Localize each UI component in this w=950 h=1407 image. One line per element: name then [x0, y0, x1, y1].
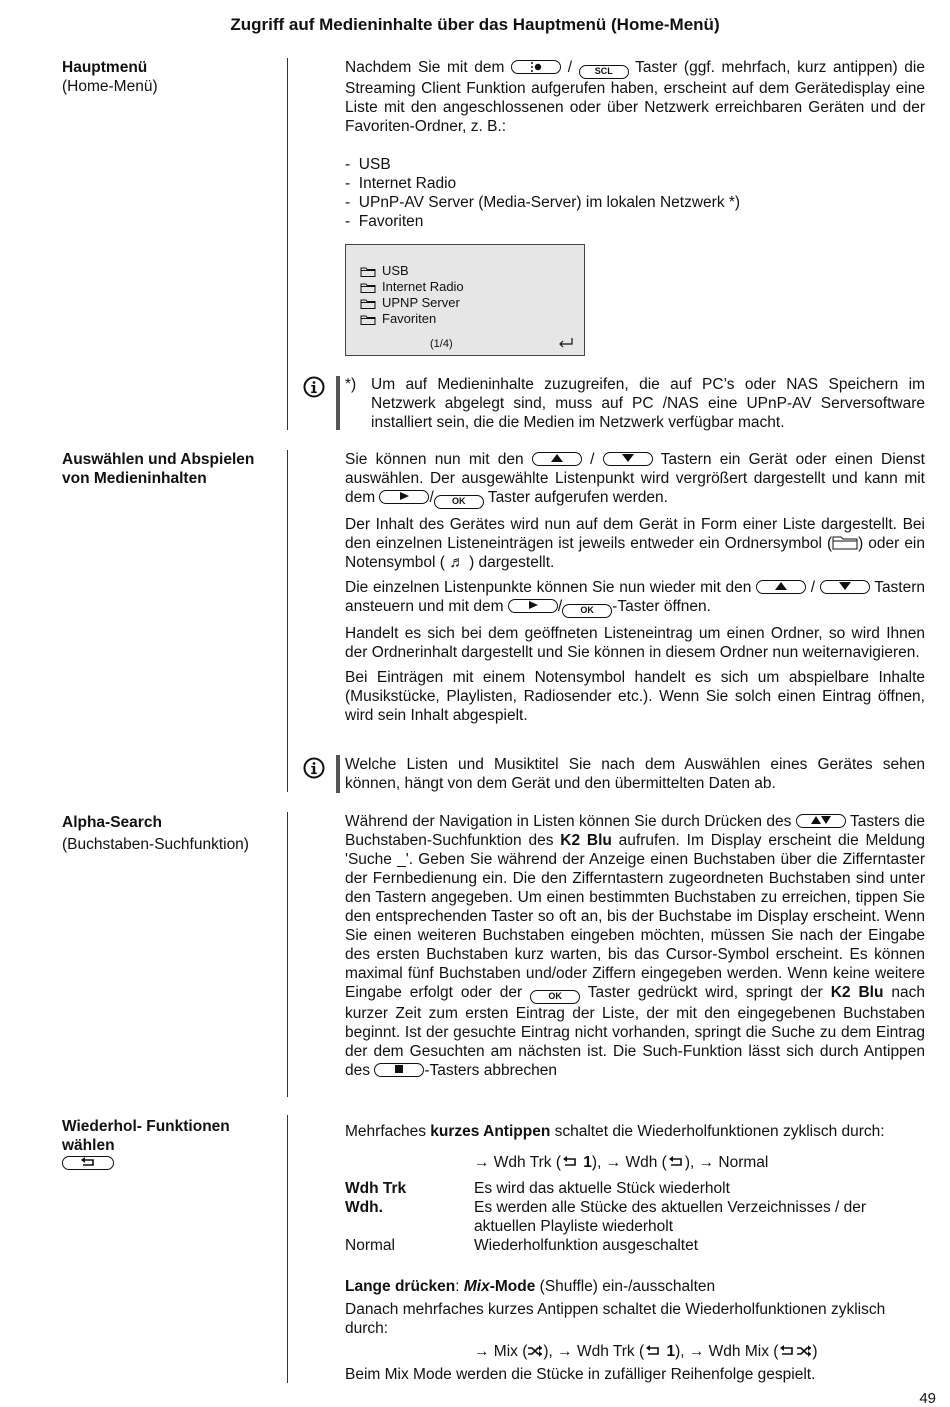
- model-name: K2 Blu: [560, 832, 612, 849]
- play-key-icon: [508, 599, 558, 613]
- down-key-icon: [603, 452, 653, 466]
- screen-page-indicator: (1/4): [430, 338, 453, 350]
- label-alpha-bold: Alpha-Search: [62, 814, 162, 831]
- select-p1-a: Sie können nun mit den: [345, 451, 524, 468]
- repeat-long-press: Lange drücken: Mix-Mode (Shuffle) ein-/ausschalten: [345, 1278, 716, 1295]
- repeat-intro-b: kurzes Antippen: [430, 1123, 551, 1140]
- section-label-home: [62, 58, 282, 96]
- screen-item: Favoriten: [360, 311, 436, 327]
- alpha-key-icon: [796, 814, 846, 828]
- scl-key-icon: SCL: [579, 65, 629, 79]
- repeat-icon: [644, 1343, 662, 1360]
- device-list-item: - USB: [345, 155, 925, 174]
- info-icon: [303, 376, 323, 396]
- repeat-icon: [778, 1343, 796, 1360]
- folder-icon: [360, 283, 376, 293]
- model-name: K2 Blu: [830, 984, 884, 1001]
- label-alpha-sub: (Buchstaben-Suchfunktion): [62, 836, 249, 853]
- folder-icon: [832, 535, 858, 552]
- down-key-icon: [820, 580, 870, 594]
- repeat-cycle-2: → Mix ( ), → Wdh Trk ( 1), → Wdh Mix ( ): [474, 1343, 818, 1360]
- alpha-text: [345, 812, 925, 1080]
- section-label-select: Auswählen und Abspielen von Medieninhalten: [62, 451, 255, 487]
- section-label-alpha: [62, 813, 282, 854]
- up-key-icon: [532, 452, 582, 466]
- select-p3-b: Tastern ansteuern und mit dem: [345, 579, 926, 615]
- page-number: 49: [919, 1390, 936, 1407]
- divider-repeat: [287, 1115, 288, 1383]
- select-p5: Bei Einträgen mit einem Notensymbol handelt es sich um abspielbare Inhalte (Musikstücke, Playlisten, Radiosender etc.). Wenn Sie solch einen Eintrag öffnen, wird sein Inhalt abgespielt.: [345, 669, 925, 724]
- alpha-t6: -Tasters abbrechen: [424, 1062, 557, 1079]
- divider-select: [287, 450, 288, 792]
- info-icon: [303, 757, 323, 777]
- display-screen: [345, 244, 585, 356]
- alpha-t3: aufrufen. Im Display erscheint die Meldung 'Suche _'. Geben Sie während der Anzeige einen Buchstaben über die Zifferntaster der Fernbedienung ein. Die den Zifferntastern zugeordneten Buchstaben sind unter den Tastern angegeben. Um einen bestimmten Buchstaben zu erreichen, tippen Sie den entsprechenden Taster so oft an, bis der Buchstabe im Display erscheint. Wenn Sie einen weiteren Buchstaben eingeben möchten, müssen Sie nach der Eingabe des ersten Buchstaben kurz warten, bis das Cursor-Symbol erscheint. Es können maximal fünf Buchstaben und/oder Ziffern eingegeben werden. Wenn keine weitere Eingabe erfolgt oder der: [345, 832, 925, 1001]
- folder-icon: [360, 267, 376, 277]
- table-row: Wdh. Es werden alle Stücke des aktuellen Verzeichnisses / der aktuellen Playliste wiederholt: [345, 1199, 867, 1235]
- select-text: Sie können nun mit den / Tastern ein Gerät oder einen Dienst auswählen. Der ausgewählte Listenpunkt wird vergrößert dargestellt und kann mit dem / OK Taster aufgerufen werden. Der Inhalt des Gerätes wird nun auf dem Gerät in Form einer Liste dargestellt. Bei den einzelnen Listeneinträgen ist jeweils entweder ein Ordnersymbol ( ) oder ein Notensymbol ( ♬ ) dargestellt. Die einzelnen Listenpunkte können Sie nun wieder mit den / Tastern ansteuern und mit dem / OK -Taster öffnen. Handelt es sich bei dem geöffneten Listeneintrag um einen Ordner, so wird Ihnen der Ordnerinhalt dargestellt und Sie können in diesem Ordner nun weiternavigieren. Bei Einträgen mit einem Notensymbol handelt es sich um abspielbare Inhalte (Musikstücke, Playlisten, Radiosender etc.). Wenn Sie solch einen Eintrag öffnen, wird sein Inhalt abgespielt.: [345, 451, 926, 724]
- note-star: *): [345, 376, 357, 393]
- alpha-t2: Tasters die Buchstaben-Suchfunktion des: [345, 813, 926, 849]
- note-bar: [336, 755, 340, 793]
- folder-icon: [360, 299, 376, 309]
- play-key-icon: [379, 490, 429, 504]
- shuffle-icon: [796, 1343, 812, 1360]
- divider-home: [287, 58, 288, 430]
- music-note-icon: ♬: [444, 554, 470, 571]
- alpha-t1: Während der Navigation in Listen können Sie durch Drücken des: [345, 813, 792, 830]
- up-key-icon: [756, 580, 806, 594]
- source-key-icon: [511, 60, 561, 74]
- screen-item: USB: [360, 263, 409, 279]
- page-title: Zugriff auf Medieninhalte über das Hauptmenü (Home-Menü): [230, 15, 720, 34]
- select-p2-c: ) dargestellt.: [469, 554, 555, 571]
- ok-key-icon: OK: [530, 990, 580, 1004]
- select-p4: Handelt es sich bei dem geöffneten Listeneintrag um einen Ordner, so wird Ihnen der Ordnerinhalt dargestellt und Sie können in diesem Ordner nun weiternavigieren.: [345, 625, 925, 661]
- home-text: Nachdem Sie mit dem / SCL Taster (ggf. mehrfach, kurz antippen) die Streaming Client Funktion aufgerufen haben, erscheint auf dem Gerätedisplay eine Liste mit den angeschlossenen oder über Netzwerk erreichbaren Geräten und der Favoriten-Ordner, z. B.: - USB - Internet Radio - UPnP-AV Server (Media-Server) im lokalen Netzwerk *) - Favoriten: [345, 58, 925, 231]
- repeat-icon: [561, 1154, 579, 1171]
- repeat-table: [345, 1179, 925, 1255]
- home-p1-a: Nachdem Sie mit dem: [345, 59, 505, 76]
- repeat-intro: [345, 1122, 925, 1141]
- stop-key-icon: [374, 1063, 424, 1077]
- device-list-item: - UPnP-AV Server (Media-Server) im lokalen Netzwerk *): [345, 193, 925, 212]
- select-p2-b: ) oder ein Notensymbol (: [345, 535, 925, 571]
- screen-item: Internet Radio: [360, 279, 464, 295]
- shuffle-icon: [527, 1343, 543, 1360]
- repeat-intro-c: schaltet die Wiederholfunktionen zyklisch durch:: [554, 1123, 885, 1140]
- ok-key-icon: OK: [562, 604, 612, 618]
- repeat-key-icon: [62, 1156, 114, 1170]
- select-note: Welche Listen und Musiktitel Sie nach dem Auswählen eines Gerätes sehen können, hängt von dem Gerät und den übermittelten Daten ab.: [345, 756, 925, 792]
- select-p1-c: Taster aufgerufen werden.: [487, 489, 668, 506]
- screen-item: UPNP Server: [360, 295, 460, 311]
- repeat-after: Danach mehrfaches kurzes Antippen schaltet die Wiederholfunktionen zyklisch durch:: [345, 1301, 886, 1337]
- label-home-bold: Hauptmenü: [62, 59, 148, 76]
- home-note: Um auf Medieninhalte zuzugreifen, die auf PC’s oder NAS Speichern im Netzwerk abgelegt sind, muss auf PC /NAS eine UPnP-AV Serversoftware installiert sein, die die Medien im Netzwerk verfügbar macht.: [371, 376, 925, 431]
- enter-arrow-icon: [558, 337, 574, 352]
- select-p2-a: Der Inhalt des Gerätes wird nun auf dem Gerät in Form einer Liste dargestellt. Bei den einzelnen Listeneinträgen ist jeweils entweder ein Ordnersymbol (: [345, 516, 925, 552]
- select-p3-c: -Taster öffnen.: [612, 598, 711, 615]
- table-row: Normal Wiederholfunktion ausgeschaltet: [345, 1237, 699, 1254]
- section-label-repeat: Wiederhol- Funktionen wählen: [62, 1118, 230, 1154]
- divider-alpha: [287, 812, 288, 1097]
- table-row: Wdh Trk Es wird das aktuelle Stück wiederholt: [345, 1180, 730, 1197]
- select-p1-b: Tastern ein Gerät oder einen Dienst auswählen. Der ausgewählte Listenpunkt wird vergrößert dargestellt und kann mit dem: [345, 451, 925, 506]
- note-bar: [336, 376, 340, 430]
- repeat-final: Beim Mix Mode werden die Stücke in zufälliger Reihenfolge gespielt.: [345, 1366, 816, 1383]
- label-home-sub: (Home-Menü): [62, 78, 158, 95]
- ok-key-icon: OK: [434, 495, 484, 509]
- repeat-cycle-1: → Wdh Trk ( 1), → Wdh ( ), → Normal: [474, 1154, 769, 1171]
- device-list-item: - Internet Radio: [345, 174, 925, 193]
- device-list: [345, 155, 925, 231]
- alpha-t5: nach kurzer Zeit zum ersten Eintrag der Liste, der mit den eingegebenen Buchstaben beginnt. Ist der gesuchte Eintrag nicht vorhanden, springt die Suche zu dem Eintrag der dem Gesuchten am nächsten ist. Die Such-Funktion lässt sich durch Antippen des: [345, 984, 926, 1079]
- select-p3-a: Die einzelnen Listenpunkte können Sie nun wieder mit den: [345, 579, 752, 596]
- home-p1-b: Taster (ggf. mehrfach, kurz antippen) die Streaming Client Funktion aufgerufen haben, erscheint auf dem Gerätedisplay eine Liste mit den angeschlossenen oder über Netzwerk erreichbaren Geräten und der Favoriten-Ordner, z. B.:: [345, 59, 925, 135]
- repeat-intro-a: Mehrfaches: [345, 1123, 426, 1140]
- alpha-t4: Taster gedrückt wird, springt der: [587, 984, 823, 1001]
- device-list-item: - Favoriten: [345, 212, 925, 231]
- folder-icon: [360, 315, 376, 325]
- repeat-icon: [667, 1154, 685, 1171]
